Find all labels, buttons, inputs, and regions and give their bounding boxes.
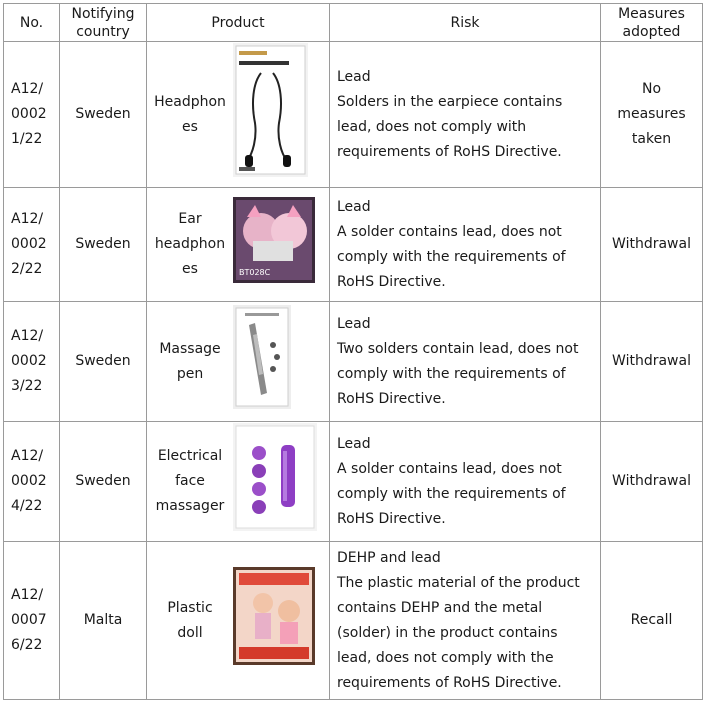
risk-cell [330, 42, 601, 188]
risk-title: Lead [337, 198, 371, 215]
header-risk: Risk [330, 4, 601, 42]
header-country: Notifying country [60, 4, 147, 42]
notification-number: A12/ 0007 6/22 [4, 542, 60, 700]
product-cell [147, 422, 330, 542]
plastic-doll-box-photo [233, 567, 315, 674]
notification-number: A12/ 0002 2/22 [4, 188, 60, 302]
measures-adopted: Recall [601, 542, 703, 700]
notifying-country: Sweden [60, 42, 147, 188]
notifying-country: Malta [60, 542, 147, 700]
measures-adopted: Withdrawal [601, 422, 703, 542]
header-no: No. [4, 4, 60, 42]
ear-headphones-box-photo [233, 197, 315, 292]
face-massager-photo [233, 423, 317, 540]
notification-number: A12/ 0002 3/22 [4, 302, 60, 422]
product-name: Plastic doll [167, 599, 213, 641]
risk-cell [330, 542, 601, 700]
risk-cell [330, 188, 601, 302]
product-name: Electrical face massager [155, 448, 225, 514]
product-cell [147, 302, 330, 422]
table-row [4, 42, 703, 188]
risk-description: Two solders contain lead, does not comply with the requirements of RoHS Directive. [337, 340, 579, 407]
risk-cell [330, 422, 601, 542]
table-row [4, 542, 703, 700]
product-cell [147, 188, 330, 302]
notifying-country: Sweden [60, 422, 147, 542]
risk-title: Lead [337, 315, 371, 332]
product-name: Ear headphon es [154, 211, 226, 277]
risk-cell [330, 302, 601, 422]
notifying-country: Sweden [60, 188, 147, 302]
header-product: Product [147, 4, 330, 42]
product-cell [147, 42, 330, 188]
measures-adopted: No measures taken [601, 42, 703, 188]
headphones-box-photo [233, 43, 308, 186]
risk-title: Lead [337, 68, 371, 85]
risk-title: DEHP and lead [337, 549, 441, 566]
risk-description: The plastic material of the product contains DEHP and the metal (solder) in the product contains lead, does not comply with the requirements of RoHS Directive. [337, 574, 580, 691]
product-name: Headphon es [154, 93, 226, 135]
risk-description: Solders in the earpiece contains lead, does not comply with requirements of RoHS Directive. [337, 93, 563, 160]
product-code-label: BT028C [239, 268, 271, 277]
notification-number: A12/ 0002 1/22 [4, 42, 60, 188]
massage-pen-box-photo [233, 305, 291, 418]
header-row [4, 4, 703, 42]
notification-number: A12/ 0002 4/22 [4, 422, 60, 542]
table-row [4, 422, 703, 542]
measures-adopted: Withdrawal [601, 188, 703, 302]
risk-title: Lead [337, 435, 371, 452]
table-row [4, 188, 703, 302]
measures-adopted: Withdrawal [601, 302, 703, 422]
table-row [4, 302, 703, 422]
rapex-notifications-table [3, 3, 703, 700]
header-measures: Measures adopted [601, 4, 703, 42]
notifying-country: Sweden [60, 302, 147, 422]
risk-description: A solder contains lead, does not comply with the requirements of RoHS Directive. [337, 223, 566, 290]
risk-description: A solder contains lead, does not comply with the requirements of RoHS Directive. [337, 460, 566, 527]
product-name: Massage pen [159, 340, 221, 382]
product-cell [147, 542, 330, 700]
